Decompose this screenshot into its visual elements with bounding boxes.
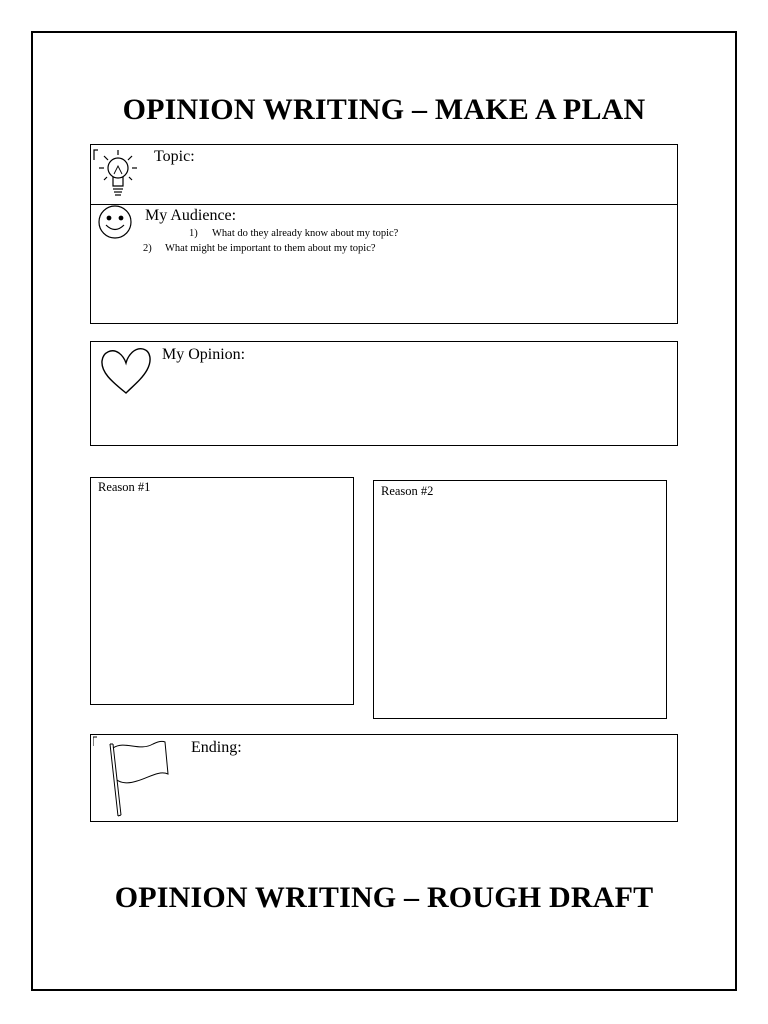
ending-label: Ending: <box>191 739 242 756</box>
topic-label: Topic: <box>154 148 195 165</box>
smiley-face-icon <box>96 203 134 241</box>
reason-1-box[interactable] <box>90 477 354 705</box>
audience-question-2: What might be important to them about my topic? <box>165 243 376 254</box>
audience-question-1-number: 1) <box>189 228 198 239</box>
ending-box[interactable] <box>90 734 678 822</box>
flag-icon <box>93 736 173 820</box>
plan-title: OPINION WRITING – MAKE A PLAN <box>122 93 646 126</box>
draft-title: OPINION WRITING – ROUGH DRAFT <box>114 881 654 914</box>
reason-2-label: Reason #2 <box>381 484 434 498</box>
lightbulb-icon <box>92 146 144 204</box>
audience-question-2-number: 2) <box>143 243 152 254</box>
reason-1-label: Reason #1 <box>98 480 151 494</box>
audience-question-1: What do they already know about my topic? <box>212 228 399 239</box>
audience-label: My Audience: <box>145 207 237 224</box>
heart-icon <box>97 343 155 399</box>
opinion-label: My Opinion: <box>162 346 246 363</box>
topic-divider <box>91 204 677 205</box>
reason-2-box[interactable] <box>373 480 667 719</box>
